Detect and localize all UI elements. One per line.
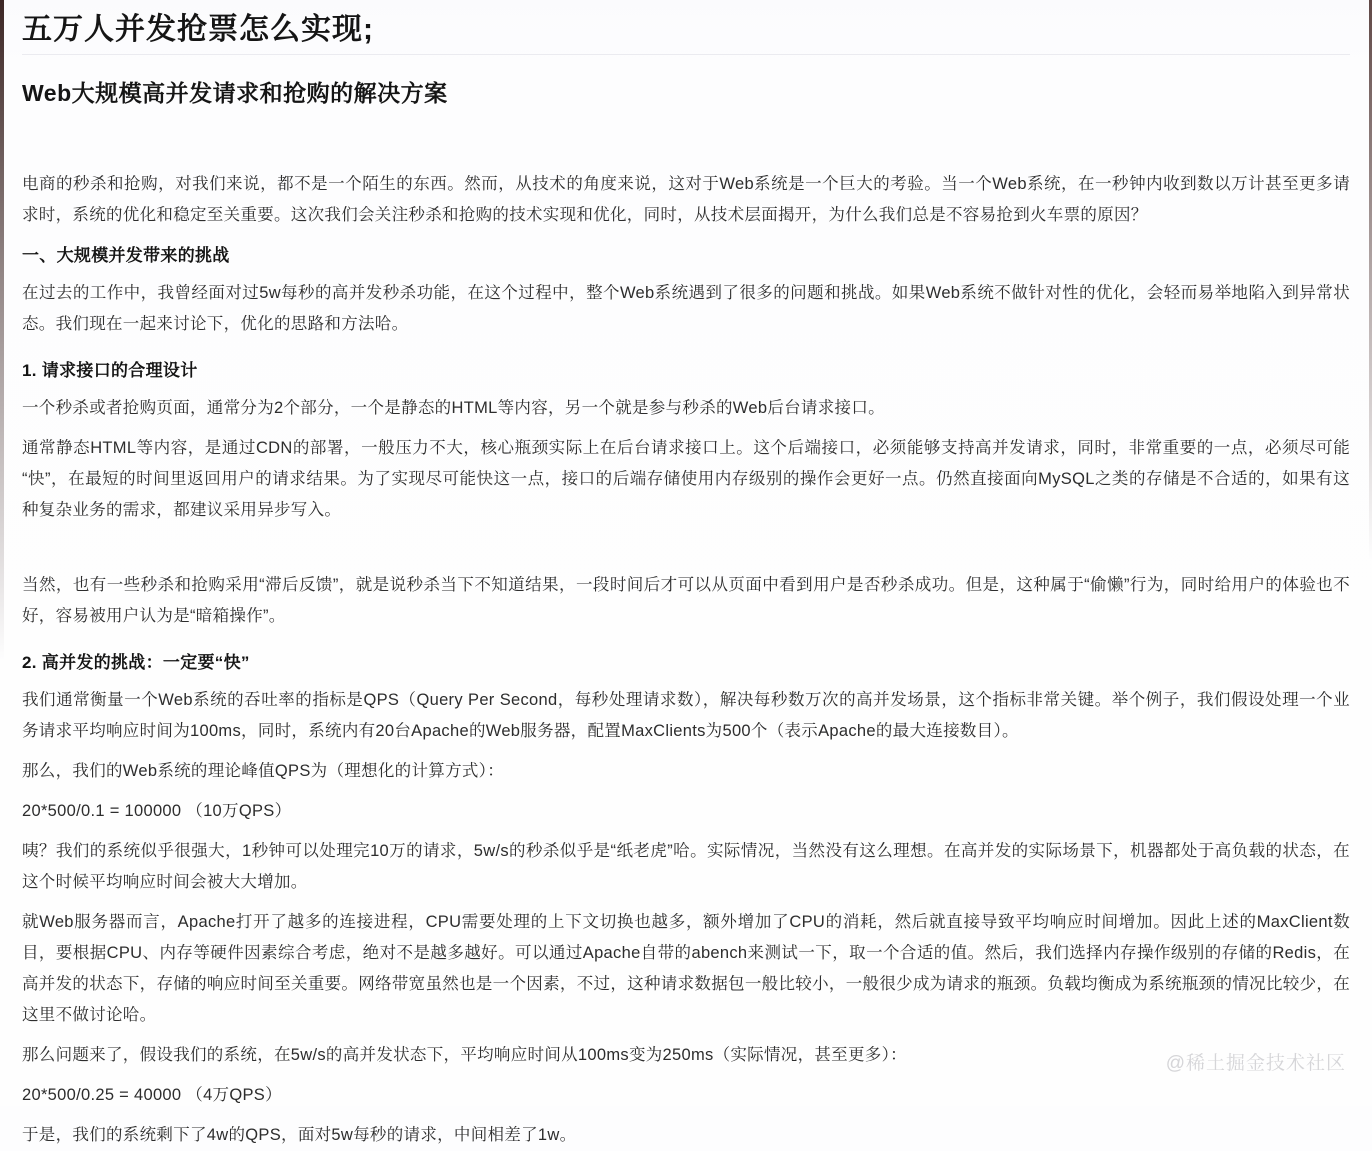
section-heading-challenges: 一、大规模并发带来的挑战 [22,246,230,265]
paragraph-delayed-feedback: 当然，也有一些秒杀和抢购采用“滞后反馈”，就是说秒杀当下不知道结果，一段时间后才可以从页面中看到用户是否秒杀成功。但是，这种属于“偷懒”行为，同时给用户的体验也不好，容易被用户认为是“暗箱操作”。 [22,576,1350,625]
paragraph-apache-maxclient: 就Web服务器而言，Apache打开了越多的连接进程，CPU需要处理的上下文切换也越多，额外增加了CPU的消耗，然后就直接导致平均响应时间增加。因此上述的MaxClient数目，要根据CPU、内存等硬件因素综合考虑，绝对不是越多越好。可以通过Apache自带的abench来测试一下，取一个合适的值。然后，我们选择内存操作级别的存储的Redis，在高并发的状态下，存储的响应时间至关重要。网络带宽虽然也是一个因素，不过，这种请求数据包一般比较小，一般很少成为请求的瓶颈。负载均衡成为系统瓶颈的情况比较少，在这里不做讨论哈。 [22,913,1350,1024]
paragraph-experience: 在过去的工作中，我曾经面对过5w每秒的高并发秒杀功能，在这个过程中，整个Web系统遇到了很多的问题和挑战。如果Web系统不做针对性的优化，会轻而易举地陷入到异常状态。我们现在一起来讨论下，优化的思路和方法哈。 [22,284,1350,333]
formula-degraded-qps: 20*500/0.25 = 40000 （4万QPS） [22,1086,282,1104]
paragraph-peak-qps-lead: 那么，我们的Web系统的理论峰值QPS为（理想化的计算方式）： [22,762,505,780]
paragraph-paper-tiger: 咦？我们的系统似乎很强大，1秒钟可以处理完10万的请求，5w/s的秒杀似乎是“纸老虎”哈。实际情况，当然没有这么理想。在高并发的实际场景下，机器都处于高负载的状态，在这个时候平均响应时间会被大大增加。 [22,842,1350,891]
subsection-heading-speed: 2. 高并发的挑战：一定要“快” [22,653,250,672]
subsection-heading-api-design: 1. 请求接口的合理设计 [22,361,198,380]
paragraph-qps-metric: 我们通常衡量一个Web系统的吞吐率的指标是QPS（Query Per Second，每秒处理请求数），解决每秒数万次的高并发场景，这个指标非常关键。举个例子，我们假设处理一个业务请求平均响应时间为100ms，同时，系统内有20台Apache的Web服务器，配置MaxClients为500个（表示Apache的最大连接数目）。 [22,691,1350,740]
paragraph-page-parts: 一个秒杀或者抢购页面，通常分为2个部分，一个是静态的HTML等内容，另一个就是参与秒杀的Web后台请求接口。 [22,399,885,417]
watermark: @稀土掘金技术社区 [1165,1053,1346,1074]
paragraph-response-time-lead: 那么问题来了，假设我们的系统，在5w/s的高并发状态下，平均响应时间从100ms变为250ms（实际情况，甚至更多）： [22,1046,907,1064]
article-title: 五万人并发抢票怎么实现; [22,12,1350,55]
paragraph-qps-shortfall: 于是，我们的系统剩下了4w的QPS，面对5w每秒的请求，中间相差了1w。 [22,1126,577,1144]
formula-peak-qps: 20*500/0.1 = 100000 （10万QPS） [22,802,292,820]
paragraph-intro: 电商的秒杀和抢购，对我们来说，都不是一个陌生的东西。然而，从技术的角度来说，这对于Web系统是一个巨大的考验。当一个Web系统，在一秒钟内收到数以万计甚至更多请求时，系统的优化和稳定至关重要。这次我们会关注秒杀和抢购的技术实现和优化，同时，从技术层面揭开，为什么我们总是不容易抢到火车票的原因？ [22,175,1350,224]
paragraph-cdn-backend: 通常静态HTML等内容，是通过CDN的部署，一般压力不大，核心瓶颈实际上在后台请求接口上。这个后端接口，必须能够支持高并发请求，同时，非常重要的一点，必须尽可能“快”，在最短的时间里返回用户的请求结果。为了实现尽可能快这一点，接口的后端存储使用内存级别的操作会更好一点。仍然直接面向MySQL之类的存储是不合适的，如果有这种复杂业务的需求，都建议采用异步写入。 [22,439,1350,519]
article-subtitle: Web大规模高并发请求和抢购的解决方案 [22,80,448,106]
